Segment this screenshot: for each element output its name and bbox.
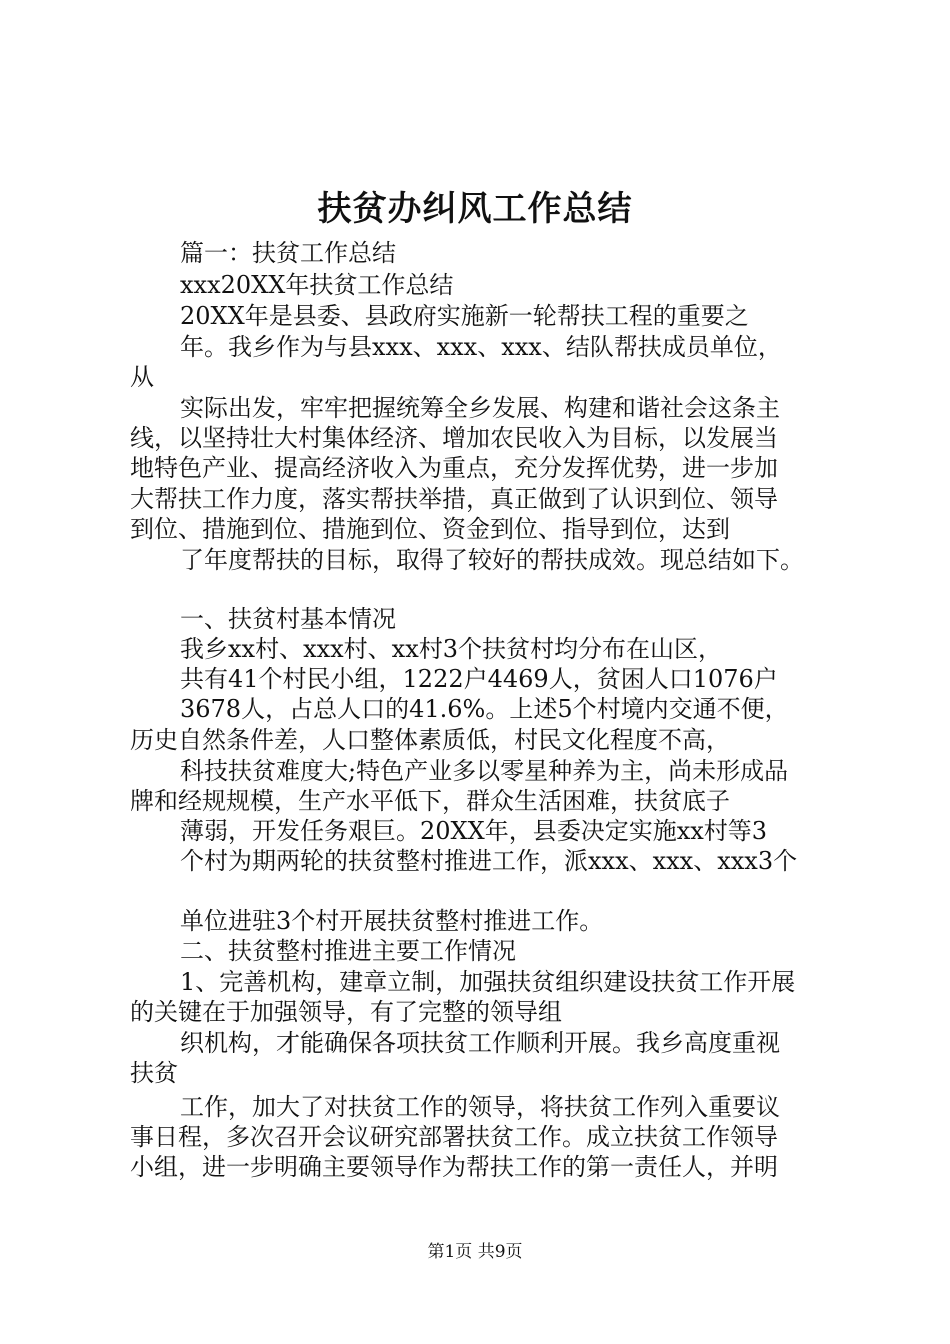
paragraph-line: 1、完善机构，建章立制，加强扶贫组织建设扶贫工作开展	[180, 968, 796, 996]
paragraph-line: 3678人，占总人口的41.6%。上述5个村境内交通不便，	[180, 695, 789, 723]
document-title: 扶贫办纠风工作总结	[317, 189, 633, 229]
paragraph-line: 20XX年是县委、县政府实施新一轮帮扶工程的重要之	[180, 302, 749, 330]
paragraph-line: 历史自然条件差，人口整体素质低，村民文化程度不高，	[130, 726, 730, 754]
paragraph-line: 到位、措施到位、措施到位、资金到位、指导到位，达到	[130, 515, 730, 543]
paragraph-line: 小组，进一步明确主要领导作为帮扶工作的第一责任人，并明	[130, 1153, 778, 1181]
paragraph-line: 工作，加大了对扶贫工作的领导，将扶贫工作列入重要议	[180, 1093, 780, 1121]
paragraph-line: 薄弱，开发任务艰巨。20XX年，县委决定实施xx村等3	[180, 817, 768, 845]
page-number-footer: 第1页 共9页	[427, 1242, 523, 1262]
paragraph-line: 织机构，才能确保各项扶贫工作顺利开展。我乡高度重视	[180, 1029, 780, 1057]
paragraph-line: 个村为期两轮的扶贫整村推进工作，派xxx、xxx、xxx3个	[180, 847, 798, 875]
paragraph-line: 年。我乡作为与县xxx、xxx、xxx、结队帮扶成员单位，	[180, 333, 782, 361]
paragraph-line: 单位进驻3个村开展扶贫整村推进工作。	[180, 907, 604, 935]
paragraph-line: 共有41个村民小组，1222户4469人，贫困人口1076户	[180, 665, 778, 693]
paragraph-line: 的关键在于加强领导，有了完整的领导组	[130, 998, 562, 1026]
paragraph-line: 科技扶贫难度大;特色产业多以零星种养为主，尚未形成品	[180, 757, 789, 785]
paragraph-line: 事日程，多次召开会议研究部署扶贫工作。成立扶贫工作领导	[130, 1123, 778, 1151]
paragraph-line: 大帮扶工作力度，落实帮扶举措，真正做到了认识到位、领导	[130, 485, 778, 513]
paragraph-line: 实际出发，牢牢把握统筹全乡发展、构建和谐社会这条主	[180, 394, 780, 422]
section-heading: 一、扶贫村基本情况	[180, 605, 396, 633]
paragraph-line: 篇一：扶贫工作总结	[180, 239, 396, 267]
paragraph-line: 扶贫	[130, 1059, 178, 1087]
paragraph-line: 从	[130, 363, 154, 391]
paragraph-line: 牌和经规规模，生产水平低下，群众生活困难，扶贫底子	[130, 787, 730, 815]
paragraph-line: 线，以坚持壮大村集体经济、增加农民收入为目标，以发展当	[130, 424, 778, 452]
paragraph-line: 了年度帮扶的目标，取得了较好的帮扶成效。现总结如下。	[180, 546, 804, 574]
paragraph-line: xxx20XX年扶贫工作总结	[180, 271, 454, 299]
section-heading: 二、扶贫整村推进主要工作情况	[180, 937, 516, 965]
paragraph-line: 地特色产业、提高经济收入为重点，充分发挥优势，进一步加	[130, 454, 778, 482]
paragraph-line: 我乡xx村、xxx村、xx村3个扶贫村均分布在山区，	[180, 635, 723, 663]
